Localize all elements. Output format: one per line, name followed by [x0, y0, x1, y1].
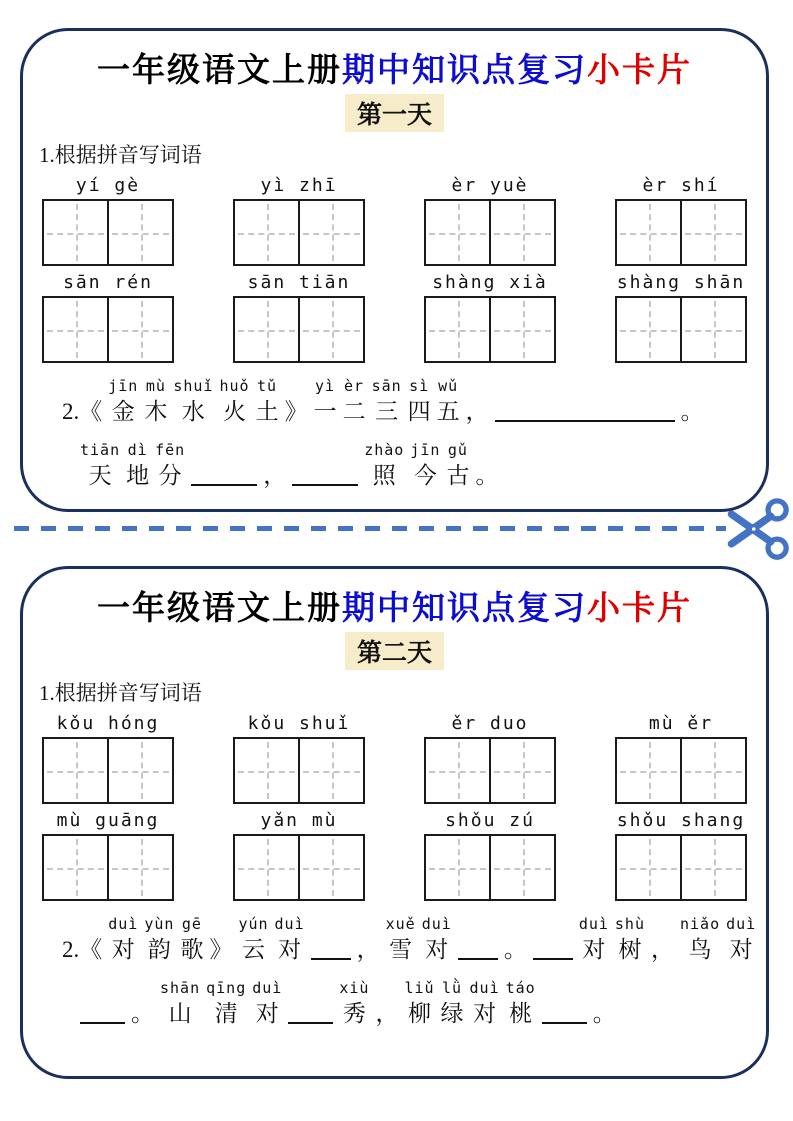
segment-pinyin: niǎo [680, 915, 721, 933]
pinyin-label: èr yuè [451, 175, 529, 196]
segment-text: 。 [131, 1001, 154, 1026]
sentence-segment [253, 376, 282, 427]
writing-cell [424, 834, 491, 901]
segment-text: 柳 [407, 1001, 431, 1026]
segment-text: ， [375, 1001, 399, 1026]
sentence-segment [501, 914, 530, 965]
sentence-segment [141, 914, 177, 965]
sentence-segment [206, 914, 235, 965]
section1-label: 1.根据拼音写词语 [39, 143, 202, 167]
blank-underline [458, 958, 498, 960]
writing-cell [680, 296, 747, 363]
writing-cell [680, 199, 747, 266]
writing-boxes [233, 296, 365, 363]
writing-cell [233, 199, 300, 266]
day-row [23, 94, 766, 132]
sentence-segment [216, 376, 252, 427]
sentence-segment [648, 914, 677, 965]
grid-group [41, 808, 175, 901]
title-part-topic: 期中知识点复习 [342, 589, 587, 626]
segment-pinyin: tǔ [257, 377, 278, 395]
sentence-segment [141, 376, 170, 427]
segment-text: 地 [126, 463, 150, 488]
segment-pinyin: xuě [385, 915, 416, 933]
sentence-segment [372, 978, 401, 1029]
segment-pinyin: qīng [206, 979, 247, 997]
sentence-segment [443, 440, 472, 491]
sentence-segment [434, 376, 463, 427]
writing-boxes [42, 296, 174, 363]
pinyin-label: kǒu hóng [56, 713, 160, 734]
sentence-segment [203, 978, 249, 1029]
writing-cell [233, 834, 300, 901]
sentence-segment [723, 914, 759, 965]
segment-text: 桃 [509, 1001, 533, 1026]
segment-pinyin: shù [614, 915, 645, 933]
writing-boxes [424, 296, 556, 363]
grid-group [232, 173, 366, 266]
writing-boxes [615, 737, 747, 804]
segment-pinyin: dì [127, 441, 148, 459]
grid-group [41, 711, 175, 804]
segment-text: 三 [375, 399, 399, 424]
sentence-segment [472, 440, 501, 491]
pinyin-label: yí gè [75, 175, 141, 196]
title-part-card: 小卡片 [587, 589, 692, 626]
scissors-icon [724, 494, 792, 564]
sentence-segment [272, 914, 308, 965]
sentence-segment [59, 914, 105, 965]
sentence-segment [157, 978, 203, 1029]
pinyin-label: sān tiān [247, 272, 351, 293]
segment-pinyin: huǒ [219, 377, 250, 395]
writing-cell [489, 296, 556, 363]
segment-pinyin: duì [421, 915, 452, 933]
sentence-segment [383, 914, 419, 965]
segment-text: ， [465, 399, 489, 424]
segment-text: 五 [436, 399, 460, 424]
blank-underline [292, 484, 358, 486]
sentence-segment [677, 914, 723, 965]
segment-text: 金 [111, 399, 135, 424]
writing-cell [107, 834, 174, 901]
segment-pinyin: yún [238, 915, 269, 933]
segment-text: 对 [278, 937, 302, 962]
sentence-line [59, 376, 766, 427]
writing-boxes [615, 834, 747, 901]
writing-cell [42, 737, 109, 804]
grid-group [423, 173, 557, 266]
segment-text: 云 [241, 937, 265, 962]
writing-cell [424, 199, 491, 266]
sentence-segment [170, 376, 216, 427]
blank-underline [288, 1022, 333, 1024]
sentence-segment [235, 914, 271, 965]
segment-pinyin: táo [505, 979, 536, 997]
segment-text: 。 [592, 1001, 616, 1026]
segment-text: 。 [475, 463, 499, 488]
grid-group [232, 808, 366, 901]
segment-text: 山 [168, 1001, 192, 1026]
segment-pinyin: wǔ [438, 377, 459, 395]
writing-cell [298, 199, 365, 266]
writing-boxes [42, 199, 174, 266]
sentence-segment [463, 376, 492, 427]
writing-cell [298, 737, 365, 804]
writing-cell [424, 296, 491, 363]
segment-pinyin: sān [371, 377, 402, 395]
segment-text: 绿 [440, 1001, 464, 1026]
grid-group [614, 270, 748, 363]
card-title [23, 582, 766, 629]
segment-text: 对 [425, 937, 449, 962]
writing-boxes [424, 737, 556, 804]
segment-pinyin: yì [315, 377, 336, 395]
sentence-segment [128, 978, 157, 1029]
pinyin-label: ěr duo [451, 713, 529, 734]
sentence-segment [354, 914, 383, 965]
segment-text: 对 [255, 1001, 279, 1026]
writing-cell [615, 737, 682, 804]
pinyin-grid-row [41, 270, 748, 363]
writing-cell [233, 296, 300, 363]
segment-text: 照 [372, 463, 396, 488]
title-part-grade: 一年级语文上册 [97, 589, 342, 626]
sentence-segment [419, 914, 455, 965]
pinyin-grid-row [41, 173, 748, 266]
pinyin-label: yǎn mù [260, 810, 338, 831]
segment-text: 歌 [180, 937, 204, 962]
writing-boxes [424, 199, 556, 266]
sentence-segment [123, 440, 152, 491]
segment-text: 》 [209, 937, 233, 962]
segment-text: 火 [223, 399, 247, 424]
pinyin-label: mù ěr [648, 713, 714, 734]
sentence-segment [340, 376, 369, 427]
segment-text: 木 [144, 399, 168, 424]
segment-pinyin: xiù [339, 979, 370, 997]
segment-pinyin: duì [252, 979, 283, 997]
pinyin-label: mù guāng [56, 810, 160, 831]
sentence-segment [612, 914, 648, 965]
writing-cell [680, 834, 747, 901]
grid-group [232, 711, 366, 804]
segment-pinyin: mù [145, 377, 166, 395]
writing-cell [615, 834, 682, 901]
segment-text: 古 [446, 463, 470, 488]
segment-text: 。 [680, 399, 704, 424]
pinyin-grid-row [41, 808, 748, 901]
cut-line [14, 526, 726, 531]
pinyin-label: shǒu zú [445, 810, 535, 831]
segment-pinyin: tiān [80, 441, 121, 459]
sentence-segment [590, 978, 619, 1029]
writing-cell [615, 296, 682, 363]
blank-underline [80, 1022, 125, 1024]
segment-pinyin: fēn [155, 441, 186, 459]
segment-pinyin: yùn [144, 915, 175, 933]
card-day2 [20, 566, 769, 1079]
segment-text: 分 [158, 463, 182, 488]
segment-text: ， [263, 463, 287, 488]
segment-text: 四 [407, 399, 431, 424]
segment-text: 今 [413, 463, 437, 488]
writing-boxes [233, 199, 365, 266]
pinyin-label: èr shí [642, 175, 720, 196]
writing-boxes [233, 737, 365, 804]
segment-pinyin: liǔ [404, 979, 435, 997]
writing-boxes [42, 737, 174, 804]
sentence-segment [678, 376, 707, 427]
writing-cell [42, 834, 109, 901]
segment-text: 对 [582, 937, 606, 962]
sentence-segment [77, 440, 123, 491]
sentence-segment [438, 978, 467, 1029]
sentence-segment [282, 376, 311, 427]
writing-boxes [615, 296, 747, 363]
writing-cell [233, 737, 300, 804]
pinyin-label: shàng shān [616, 272, 746, 293]
day-label: 第二天 [345, 632, 444, 670]
sentence-line [77, 440, 766, 491]
writing-cell [615, 199, 682, 266]
segment-text: 土 [255, 399, 279, 424]
sentence-segment [105, 376, 141, 427]
sentence-segment [59, 376, 105, 427]
sentence-segment [336, 978, 372, 1029]
segment-text: 清 [214, 1001, 238, 1026]
segment-text: 2.《 [62, 399, 103, 424]
blank-underline [311, 958, 351, 960]
writing-cell [107, 296, 174, 363]
blank-underline [191, 484, 257, 486]
grid-group [232, 270, 366, 363]
segment-pinyin: sì [409, 377, 430, 395]
writing-cell [424, 737, 491, 804]
title-part-grade: 一年级语文上册 [97, 51, 342, 88]
writing-boxes [42, 834, 174, 901]
segment-pinyin: duì [469, 979, 500, 997]
section1-label: 1.根据拼音写词语 [39, 681, 202, 705]
segment-text: 对 [111, 937, 135, 962]
segment-text: 树 [618, 937, 642, 962]
sentence-segment [405, 376, 434, 427]
sentence-line [77, 978, 766, 1029]
sentence-segment [361, 440, 407, 491]
writing-cell [107, 199, 174, 266]
sentence-line [59, 914, 766, 965]
segment-text: 一 [313, 399, 337, 424]
segment-pinyin: duì [274, 915, 305, 933]
writing-cell [298, 834, 365, 901]
segment-pinyin: jīn [410, 441, 441, 459]
pinyin-label: sān rén [63, 272, 153, 293]
grid-group [614, 173, 748, 266]
segment-text: 对 [729, 937, 753, 962]
sentence-segment [467, 978, 503, 1029]
grid-group [423, 270, 557, 363]
card-day1 [20, 28, 769, 512]
grid-group [423, 711, 557, 804]
segment-pinyin: lǜ [442, 979, 463, 997]
writing-boxes [424, 834, 556, 901]
segment-pinyin: èr [344, 377, 365, 395]
pinyin-label: shàng xià [432, 272, 548, 293]
blank-underline [542, 1022, 587, 1024]
segment-pinyin: shuǐ [173, 377, 214, 395]
writing-cell [489, 737, 556, 804]
segment-text: 对 [473, 1001, 497, 1026]
title-part-topic: 期中知识点复习 [342, 51, 587, 88]
writing-cell [42, 296, 109, 363]
segment-text: 二 [342, 399, 366, 424]
sentence-segment [407, 440, 443, 491]
segment-text: 水 [181, 399, 205, 424]
segment-pinyin: gǔ [447, 441, 468, 459]
segment-text: 秀 [342, 1001, 366, 1026]
sentence-segment [249, 978, 285, 1029]
pinyin-label: kǒu shuǐ [247, 713, 351, 734]
segment-text: ， [651, 937, 674, 962]
grid-group [41, 270, 175, 363]
writing-cell [298, 296, 365, 363]
segment-text: 鸟 [688, 937, 712, 962]
grid-group [41, 173, 175, 266]
segment-text: 天 [88, 463, 112, 488]
segment-text: 韵 [147, 937, 171, 962]
sentence-segment [311, 376, 340, 427]
day-row [23, 632, 766, 670]
segment-pinyin: duì [108, 915, 139, 933]
grid-group [423, 808, 557, 901]
grid-group [614, 808, 748, 901]
segment-text: 。 [503, 937, 527, 962]
blank-underline [533, 958, 573, 960]
grid-group [614, 711, 748, 804]
writing-cell [42, 199, 109, 266]
pinyin-grid-row [41, 711, 748, 804]
card-title [23, 44, 766, 91]
segment-pinyin: gē [181, 915, 202, 933]
segment-text: 2.《 [62, 937, 103, 962]
segment-pinyin: jīn [108, 377, 139, 395]
segment-text: ， [356, 937, 380, 962]
sentence-segment [369, 376, 405, 427]
day-label: 第一天 [345, 94, 444, 132]
sentence-segment [576, 914, 612, 965]
writing-boxes [615, 199, 747, 266]
sentence-segment [152, 440, 188, 491]
segment-pinyin: duì [578, 915, 609, 933]
pinyin-label: shǒu shang [616, 810, 746, 831]
segment-text: 》 [284, 399, 308, 424]
writing-boxes [233, 834, 365, 901]
sentence-segment [503, 978, 539, 1029]
blank-underline [495, 420, 675, 422]
sentence-segment [105, 914, 141, 965]
segment-text: 雪 [389, 937, 413, 962]
segment-pinyin: shān [160, 979, 201, 997]
title-part-card: 小卡片 [587, 51, 692, 88]
writing-cell [107, 737, 174, 804]
writing-cell [489, 834, 556, 901]
sentence-segment [177, 914, 206, 965]
segment-pinyin: zhào [364, 441, 405, 459]
sentence-segment [401, 978, 437, 1029]
sentence-segment [260, 440, 289, 491]
pinyin-label: yì zhī [260, 175, 338, 196]
writing-cell [489, 199, 556, 266]
writing-cell [680, 737, 747, 804]
segment-pinyin: duì [726, 915, 757, 933]
